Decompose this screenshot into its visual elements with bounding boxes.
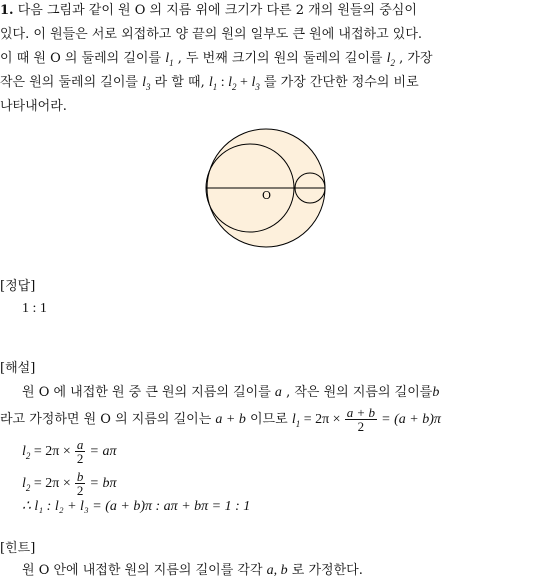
explanation-eq-l2-b: $l_2 = 2\pi$ × $\frac{b}{2}$ = bπ [22,469,117,498]
fraction-b-over-2: $\frac{b}{2}$ [76,469,84,498]
answer-value: 1 : 1 [22,301,47,316]
explanation-heading: [해설] [0,361,36,376]
problem-text-1: 다음 그림과 같이 원 O 의 지름 위에 크기가 다른 2 개의 원들의 중심이 [17,3,417,18]
circles-figure [205,127,329,251]
explanation-conclusion: ∴ l₁ : l₂ + l₃ = (a + b)π : aπ + bπ = 1 : 1 [22,499,251,514]
problem-text-9: 나타내어라. [0,99,67,114]
problem-line-1 [0,0,417,22]
fraction-ab-over-2: $\frac{a + b}{2}$ [346,405,375,434]
explanation-eq-l2-a: $l_2 = 2\pi$ × $\frac{a}{2}$ = aπ [22,437,117,466]
hint-heading: [힌트] [0,541,36,556]
problem-line-5 [0,96,67,118]
problem-text-7: 라 할 때, [154,75,205,90]
problem-text-4: , 두 번째 크기의 원의 둘레의 길이를 [177,51,383,66]
center-label-o: O [262,189,272,202]
fraction-a-over-2: $\frac{a}{2}$ [76,437,84,466]
explanation-line-1: 원 O 에 내접한 원 중 큰 원의 지름의 길이를 a , 작은 원의 지름의 길이를b [22,385,440,400]
problem-text-6: 작은 원의 둘레의 길이를 [0,75,138,90]
problem-line-3 [0,48,433,74]
hint-text: 원 O 안에 내접한 원의 지름의 길이를 각각 a, b 로 가정한다. [22,563,363,578]
problem-line-2 [0,24,422,46]
ratio-expression: $l_1$ : $l_2 + l_3$ [208,75,260,92]
answer-heading: [정답] [0,279,36,294]
problem-text-2: 있다. 이 원들은 서로 외접하고 양 끝의 원의 일부도 큰 원에 내접하고 있다. [0,27,423,42]
var-l2: $l_2$ [386,51,395,68]
explanation-line-2: 라고 가정하면 원 O 의 지름의 길이는 a + b 이므로 $l_1 = 2\pi$ × $\frac{a + b}{2}$ = (a + b)π [0,405,441,434]
problem-text-5: , 가장 [399,51,433,66]
problem-line-4 [0,72,419,98]
problem-text-8: 를 가장 간단한 정수의 비로 [263,75,419,90]
var-l3: $l_3$ [142,75,151,92]
problem-number: 1. [0,3,14,18]
var-l1: $l_1$ [165,51,174,68]
problem-text-3: 이 때 원 O 의 둘레의 길이를 [0,51,162,66]
